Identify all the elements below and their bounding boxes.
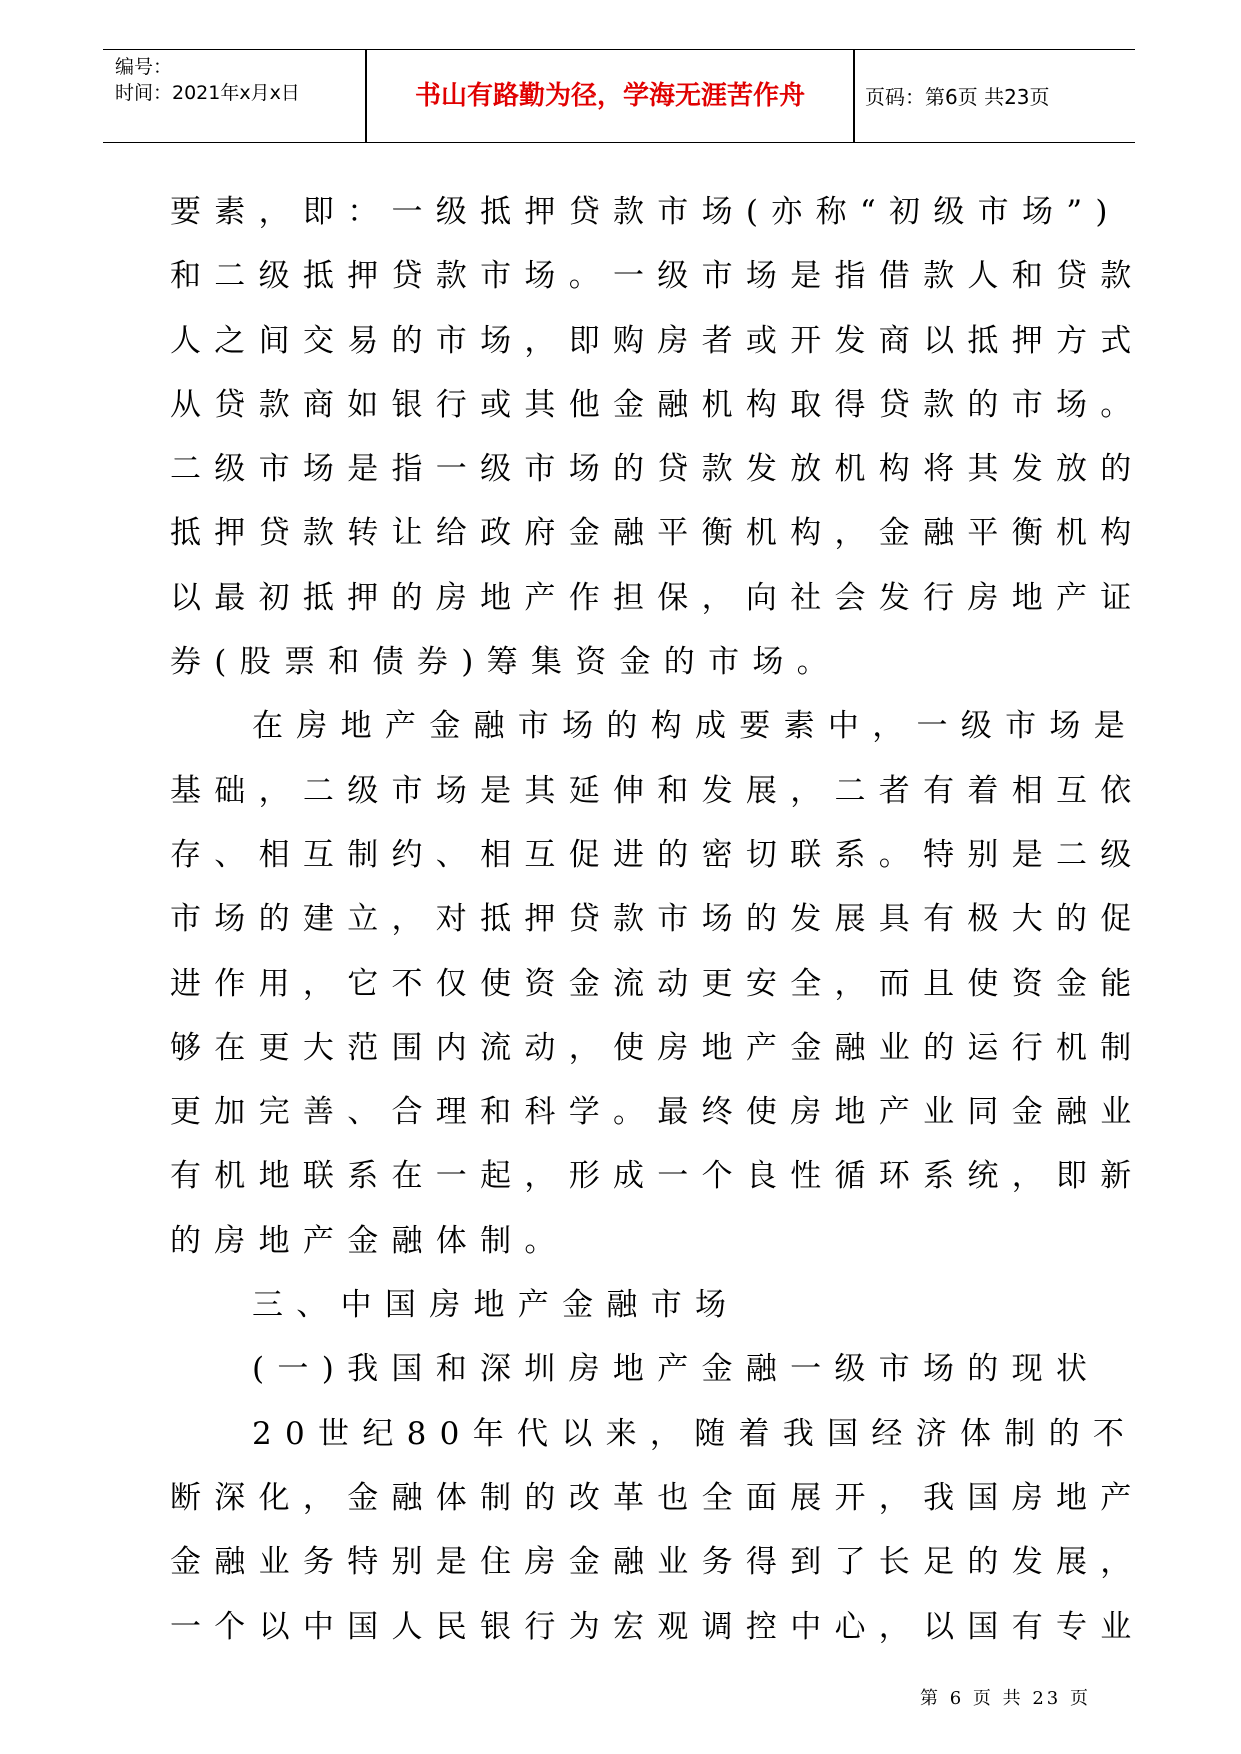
text-line: 够在更大范围内流动，使房地产金融业的运行机制 — [170, 1029, 1145, 1066]
text-line: 存、相互制约、相互促进的密切联系。特别是二级 — [170, 836, 1145, 873]
text-line: 进作用，它不仅使资金流动更安全，而且使资金能 — [170, 965, 1145, 1002]
text-line: 有机地联系在一起，形成一个良性循环系统，即新 — [170, 1158, 1145, 1195]
header-motto: 书山有路勤为径，学海无涯苦作舟 — [414, 81, 805, 111]
text-line: 三、中国房地产金融市场 — [252, 1287, 740, 1324]
number-label: 编号： — [115, 56, 173, 78]
page-header — [103, 49, 1135, 143]
document-body — [170, 180, 1145, 1659]
text-line: 和二级抵押贷款市场。一级市场是指借款人和贷款 — [170, 258, 1145, 295]
text-line: 更加完善、合理和科学。最终使房地产业同金融业 — [170, 1094, 1145, 1131]
text-line: 市场的建立，对抵押贷款市场的发展具有极大的促 — [170, 901, 1145, 938]
text-line: 抵押贷款转让给政府金融平衡机构，金融平衡机构 — [170, 515, 1145, 552]
page-footer: 第 6 页 共 23 页 — [920, 1688, 1091, 1709]
text-line: 券(股票和债券)筹集资金的市场。 — [170, 644, 841, 681]
time-label: 时间：2021年x月x日 — [115, 82, 300, 104]
text-line: 一个以中国人民银行为宏观调控中心，以国有专业 — [170, 1608, 1145, 1645]
text-line: (一)我国和深圳房地产金融一级市场的现状 — [252, 1351, 1101, 1388]
header-divider — [853, 50, 855, 142]
text-line: 的房地产金融体制。 — [170, 1222, 569, 1259]
text-line: 基础，二级市场是其延伸和发展，二者有着相互依 — [170, 772, 1145, 809]
text-line: 20世纪80年代以来，随着我国经济体制的不 — [252, 1415, 1138, 1452]
text-line: 以最初抵押的房地产作担保，向社会发行房地产证 — [170, 579, 1145, 616]
header-meta — [115, 54, 300, 106]
text-line: 要素，即：一级抵押贷款市场(亦称“初级市场”) — [170, 194, 1121, 230]
text-line: 人之间交易的市场，即购房者或开发商以抵押方式 — [170, 322, 1145, 359]
text-line: 二级市场是指一级市场的贷款发放机构将其发放的 — [170, 451, 1145, 488]
text-line: 在房地产金融市场的构成要素中，一级市场是 — [252, 708, 1138, 745]
text-line: 从贷款商如银行或其他金融机构取得贷款的市场。 — [170, 386, 1145, 423]
header-page-info: 页码：第6页 共23页 — [865, 85, 1050, 109]
text-line: 金融业务特别是住房金融业务得到了长足的发展， — [170, 1544, 1145, 1581]
text-line: 断深化，金融体制的改革也全面展开，我国房地产 — [170, 1479, 1145, 1516]
